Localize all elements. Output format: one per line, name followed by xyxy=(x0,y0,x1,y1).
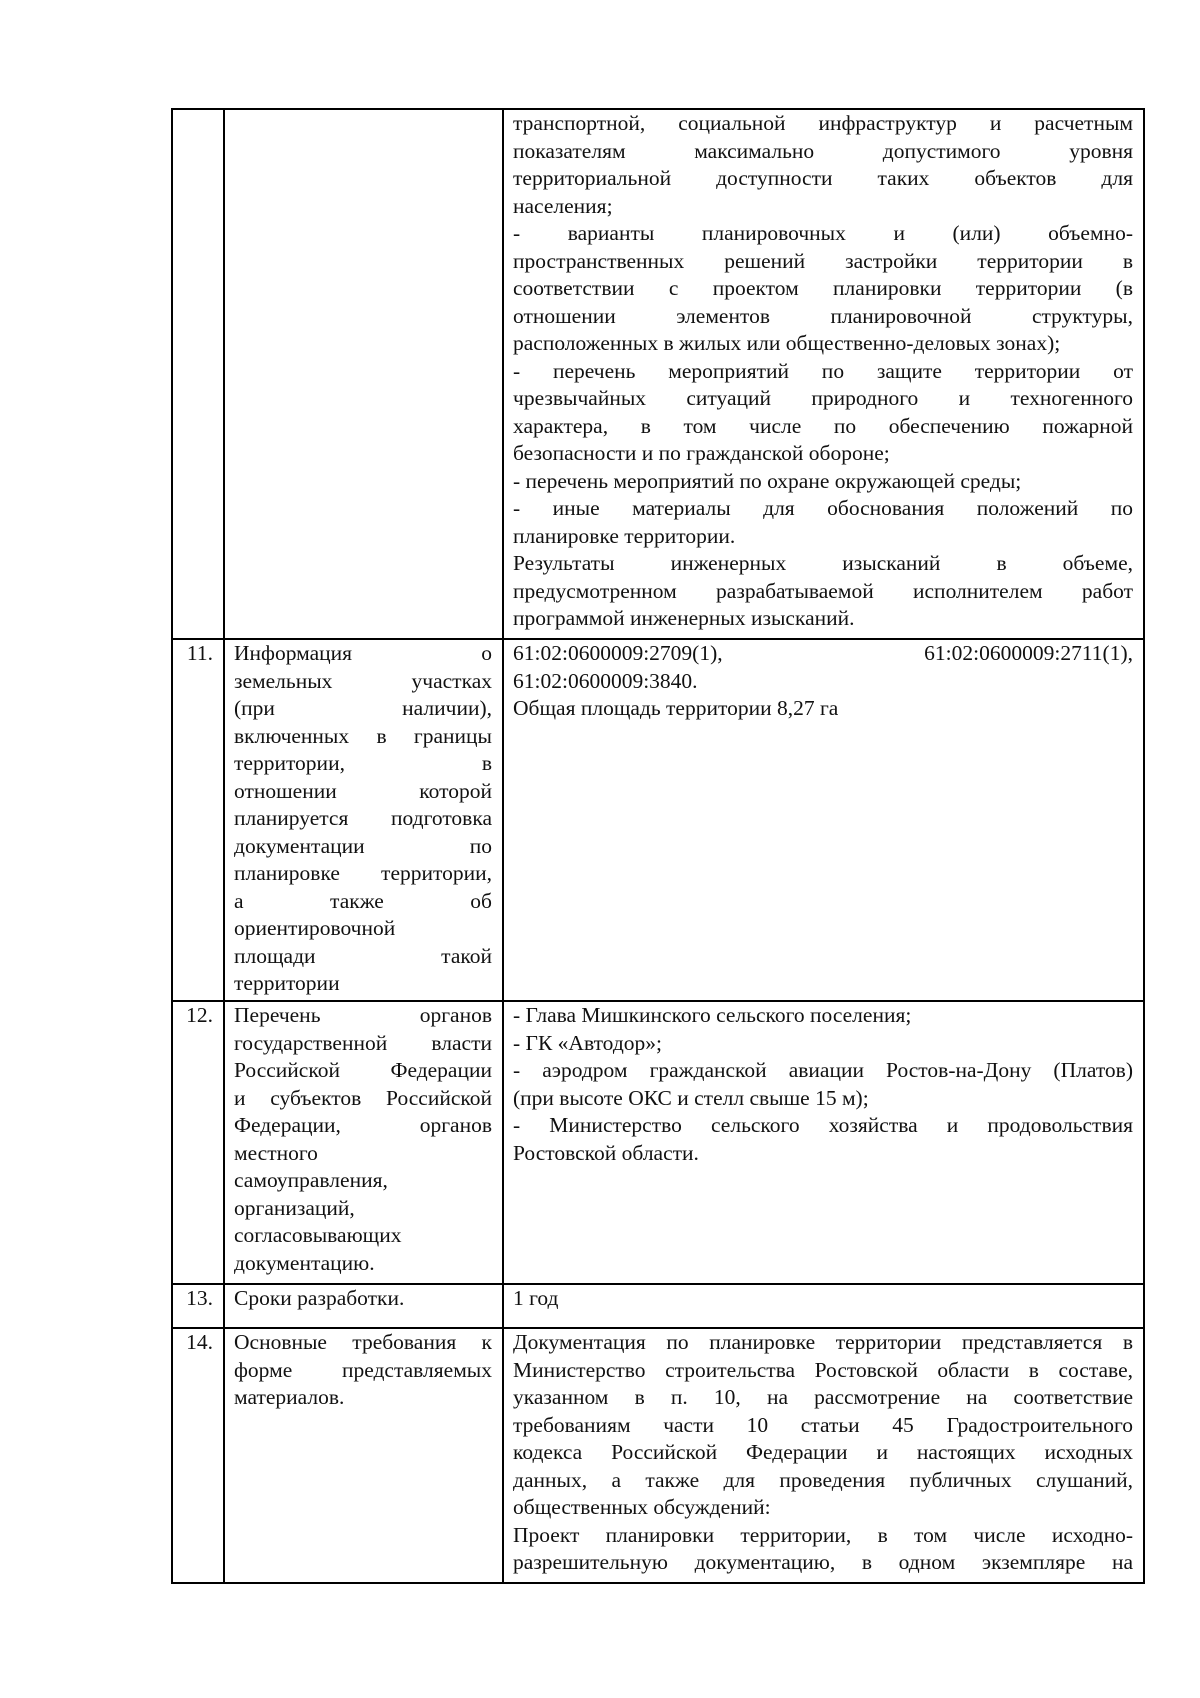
table-row-12 xyxy=(172,1001,1144,1284)
text-line: указанном в п. 10, на рассмотрение на соответствие xyxy=(513,1385,1133,1409)
row-label-cell xyxy=(224,109,503,639)
text-line: чрезвычайных ситуаций природного и техногенного xyxy=(513,386,1133,410)
text-line: территории xyxy=(234,971,340,995)
text-line: отношении которой xyxy=(234,778,492,803)
text-line: - Глава Мишкинского сельского поселения; xyxy=(513,1003,912,1027)
text-line: включенных в границы xyxy=(234,723,492,748)
text-line: характера, в том числе по обеспечению пожарной xyxy=(513,413,1133,438)
text-line: общественных обсуждений: xyxy=(513,1495,771,1519)
text-line: расположенных в жилых или общественно-деловых зонах); xyxy=(513,331,1061,355)
text-line: разрешительную документацию, в одном экземпляре на xyxy=(513,1550,1133,1574)
text-line: (при высоте ОКС и стелл свыше 15 м); xyxy=(513,1085,869,1110)
text-line: самоуправления, xyxy=(234,1168,388,1192)
table-row-10 xyxy=(172,109,1144,639)
text-line: - перечень мероприятий по защите территории от xyxy=(513,358,1133,383)
text-line: (при наличии), xyxy=(234,696,492,720)
text-line: Перечень органов xyxy=(234,1003,492,1027)
text-line: согласовывающих xyxy=(234,1223,402,1247)
text-line: - Министерство сельского хозяйства и продовольствия xyxy=(513,1113,1133,1137)
row-label-cell: Сроки разработки. xyxy=(224,1284,503,1328)
text-line: Проект планировки территории, в том числе исходно- xyxy=(513,1522,1133,1547)
row-value-cell xyxy=(503,1001,1144,1284)
text-line: Министерство строительства Ростовской области в составе, xyxy=(513,1357,1133,1382)
text-line: а также об xyxy=(234,888,492,913)
text-line: населения; xyxy=(513,193,613,218)
text-line: - аэродром гражданской авиации Ростов-на-Дону (Платов) xyxy=(513,1058,1133,1082)
text-line: местного xyxy=(234,1140,318,1165)
text-line: безопасности и по гражданской обороне; xyxy=(513,441,890,465)
text-line: Информация о xyxy=(234,641,492,665)
text-line: предусмотренном разрабатываемой исполнителем работ xyxy=(513,578,1133,603)
text-line: соответствии с проектом планировки территории (в xyxy=(513,276,1133,300)
row-number-cell xyxy=(172,109,224,639)
text-line: транспортной, социальной инфраструктур и расчетным xyxy=(513,111,1133,135)
total-area: Общая площадь территории 8,27 га xyxy=(513,696,839,720)
text-line: организаций, xyxy=(234,1195,355,1220)
text-line: и субъектов Российской xyxy=(234,1085,492,1110)
row-number-cell: 11. xyxy=(172,639,224,1001)
text-line: - перечень мероприятий по охране окружающей среды; xyxy=(513,468,1022,493)
text-line: требованиям части 10 статьи 45 Градостроительного xyxy=(513,1412,1133,1437)
text-line: государственной власти xyxy=(234,1030,492,1055)
text-line: планируется подготовка xyxy=(234,806,492,830)
text-line: Ростовской области. xyxy=(513,1140,699,1165)
text-line: площади такой xyxy=(234,943,492,968)
text-line: показателям максимально допустимого уровня xyxy=(513,138,1133,163)
text-line: - ГК «Автодор»; xyxy=(513,1030,662,1055)
text-line: планировке территории, xyxy=(234,861,492,885)
requirements-table xyxy=(171,108,1145,1584)
text-line: Результаты инженерных изысканий в объеме, xyxy=(513,551,1133,575)
text-line: данных, а также для проведения публичных слушаний, xyxy=(513,1467,1133,1492)
text-line: Федерации, органов xyxy=(234,1113,492,1137)
text-line: Российской Федерации xyxy=(234,1058,492,1082)
text-line: пространственных решений застройки территории в xyxy=(513,248,1133,273)
cadastral-numbers: 61:02:0600009:3840. xyxy=(513,668,698,693)
text-line: Документация по планировке территории представляется в xyxy=(513,1330,1133,1354)
row-value-cell xyxy=(503,109,1144,639)
text-line: кодекса Российской Федерации и настоящих исходных xyxy=(513,1440,1133,1464)
row-value-cell xyxy=(503,639,1144,1001)
row-number-cell: 13. xyxy=(172,1284,224,1328)
row-label-cell xyxy=(224,1001,503,1284)
text-line: отношении элементов планировочной структуры, xyxy=(513,303,1133,328)
row-number-cell: 14. xyxy=(172,1328,224,1583)
row-value-cell xyxy=(503,1328,1144,1583)
table-row-14 xyxy=(172,1328,1144,1583)
text-line: территории, в xyxy=(234,751,492,775)
text-line: программой инженерных изысканий. xyxy=(513,606,855,630)
text-line: планировке территории. xyxy=(513,523,736,548)
row-label-cell xyxy=(224,1328,503,1583)
row-value-cell: 1 год xyxy=(503,1284,1144,1328)
text-line: материалов. xyxy=(234,1385,345,1409)
text-line: документацию. xyxy=(234,1250,375,1275)
text-line: документации по xyxy=(234,833,492,858)
text-line: земельных участках xyxy=(234,668,492,693)
text-line: Основные требования к xyxy=(234,1330,492,1354)
table-row-13 xyxy=(172,1284,1144,1328)
row-label-cell xyxy=(224,639,503,1001)
cadastral-numbers: 61:02:0600009:2709(1), 61:02:0600009:2711(1), xyxy=(513,641,1133,665)
text-line: - иные материалы для обоснования положений по xyxy=(513,496,1133,520)
row-number-cell: 12. xyxy=(172,1001,224,1284)
text-line: - варианты планировочных и (или) объемно- xyxy=(513,221,1133,245)
table-row-11 xyxy=(172,639,1144,1001)
text-line: территориальной доступности таких объектов для xyxy=(513,166,1133,190)
text-line: ориентировочной xyxy=(234,916,396,940)
text-line: форме представляемых xyxy=(234,1357,492,1382)
